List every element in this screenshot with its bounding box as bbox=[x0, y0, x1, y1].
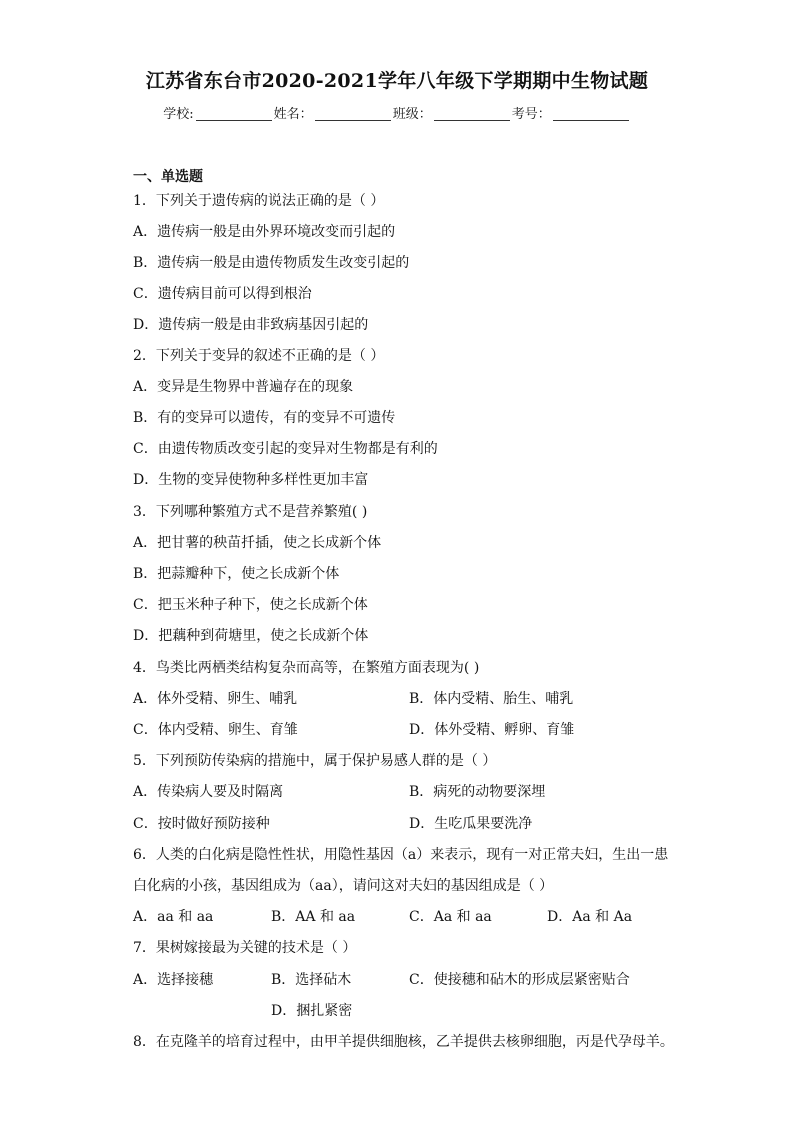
question-4-option-d: D．体外受精、孵卵、育雏 bbox=[409, 722, 575, 738]
question-5-option-a: A．传染病人要及时隔离 bbox=[133, 784, 284, 800]
question-4-option-b: B．体内受精、胎生、哺乳 bbox=[409, 691, 574, 707]
question-2-option-c: C．由遗传物质改变引起的变异对生物都是有利的 bbox=[133, 441, 438, 457]
question-3-option-c: C．把玉米种子种下，使之长成新个体 bbox=[133, 597, 368, 613]
question-6-option-a: A．aa 和 aa bbox=[133, 909, 214, 925]
exam-number-blank bbox=[553, 106, 629, 121]
question-3-option-d: D．把藕种到荷塘里，使之长成新个体 bbox=[133, 628, 369, 644]
question-6-option-b: B．AA 和 aa bbox=[271, 909, 356, 925]
question-6-option-d: D．Aa 和 Aa bbox=[547, 909, 633, 925]
school-blank bbox=[196, 106, 272, 121]
exam-title: 江苏省东台市2020-2021学年八年级下学期期中生物试题 bbox=[145, 70, 649, 92]
question-1-option-c: C．遗传病目前可以得到根治 bbox=[133, 286, 312, 302]
question-5-option-d: D．生吃瓜果要洗净 bbox=[409, 816, 533, 832]
question-7-option-c: C．使接穗和砧木的形成层紧密贴合 bbox=[409, 972, 630, 988]
question-4-option-c: C．体内受精、卵生、育雏 bbox=[133, 722, 298, 738]
student-info-row bbox=[0, 103, 794, 122]
question-2-option-b: B．有的变异可以遗传，有的变异不可遗传 bbox=[133, 410, 396, 426]
class-label: 班级： bbox=[392, 107, 432, 122]
question-1-option-a: A．遗传病一般是由外界环境改变而引起的 bbox=[133, 224, 396, 240]
question-7-option-a: A．选择接穗 bbox=[133, 972, 214, 988]
exam-number-label: 考号： bbox=[511, 107, 551, 122]
question-1-option-d: D．遗传病一般是由非致病基因引起的 bbox=[133, 317, 369, 333]
section-heading: 一、单选题 bbox=[133, 169, 203, 185]
class-blank bbox=[434, 106, 510, 121]
question-1-stem: 1．下列关于遗传病的说法正确的是（ ） bbox=[133, 193, 385, 209]
question-5-stem: 5．下列预防传染病的措施中，属于保护易感人群的是（ ） bbox=[133, 753, 497, 769]
question-3-stem: 3．下列哪种繁殖方式不是营养繁殖( ) bbox=[133, 504, 368, 520]
question-8-stem: 8．在克隆羊的培育过程中，由甲羊提供细胞核，乙羊提供去核卵细胞，丙是代孕母羊。 bbox=[133, 1034, 674, 1050]
question-2-option-a: A．变异是生物界中普遍存在的现象 bbox=[133, 379, 354, 395]
name-label: 姓名： bbox=[273, 107, 313, 122]
question-1-option-b: B．遗传病一般是由遗传物质发生改变引起的 bbox=[133, 255, 410, 271]
question-2-option-d: D．生物的变异使物种多样性更加丰富 bbox=[133, 472, 369, 488]
question-5-option-c: C．按时做好预防接种 bbox=[133, 816, 270, 832]
question-6-stem-line-1: 6．人类的白化病是隐性性状，用隐性基因（a）来表示，现有一对正常夫妇，生出一患 bbox=[133, 847, 669, 863]
question-6-stem-line-2: 白化病的小孩，基因组成为（aa），请问这对夫妇的基因组成是（ ） bbox=[133, 878, 554, 894]
question-7-option-b: B．选择砧木 bbox=[271, 972, 352, 988]
question-4-stem: 4．鸟类比两栖类结构复杂而高等，在繁殖方面表现为( ) bbox=[133, 660, 480, 676]
question-7-stem: 7．果树嫁接最为关键的技术是（ ） bbox=[133, 940, 357, 956]
question-3-option-b: B．把蒜瓣种下，使之长成新个体 bbox=[133, 566, 340, 582]
school-label: 学校: bbox=[163, 107, 194, 122]
question-3-option-a: A．把甘薯的秧苗扦插，使之长成新个体 bbox=[133, 535, 382, 551]
name-blank bbox=[315, 106, 391, 121]
question-7-option-d: D．捆扎紧密 bbox=[271, 1003, 353, 1019]
question-4-option-a: A．体外受精、卵生、哺乳 bbox=[133, 691, 298, 707]
question-6-option-c: C．Aa 和 aa bbox=[409, 909, 492, 925]
question-2-stem: 2．下列关于变异的叙述不正确的是（ ） bbox=[133, 348, 385, 364]
question-5-option-b: B．病死的动物要深埋 bbox=[409, 784, 546, 800]
